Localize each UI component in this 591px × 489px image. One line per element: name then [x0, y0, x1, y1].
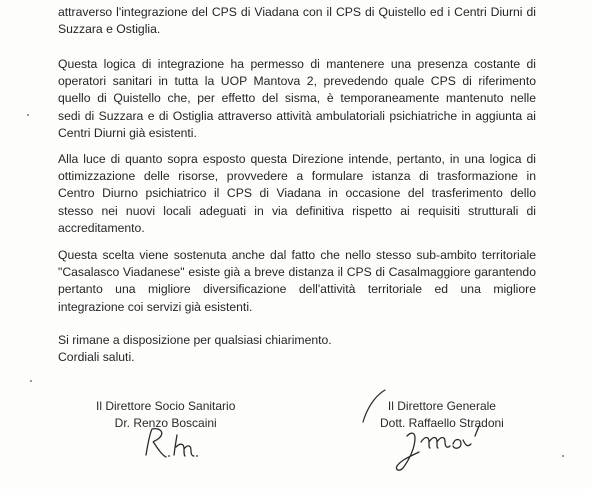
text-line: Questa scelta viene sostenuta anche dal fatto che nello stesso sub-ambito territoriale — [58, 248, 536, 262]
text-line: pertanto una migliore diversificazione dell'attività territoriale ed una migliore — [58, 282, 536, 297]
scan-speck — [562, 455, 564, 457]
signer-title: Il Direttore Generale — [387, 399, 496, 413]
paragraph-closing — [58, 332, 536, 366]
text-line: Alla luce di quanto sopra esposto questa Direzione intende, pertanto, in una logica di — [58, 152, 536, 166]
signer-name: Dott. Raffaello Stradoni — [380, 416, 504, 430]
text-line: integrazione coi servizi già esistenti. — [58, 299, 253, 314]
text-line: ottimizzazione delle risorse, provvedere a formulare istanza di trasformazione in — [58, 169, 536, 184]
signer-title: Il Direttore Socio Sanitario — [96, 399, 236, 413]
signature-block-left — [96, 398, 235, 432]
paragraph-integration-intro — [58, 4, 536, 38]
text-line: quello di Quistello che, per effetto del sisma, è temporaneamente mantenuto nelle — [58, 91, 536, 106]
scan-speck — [27, 114, 29, 116]
text-line: Centro Diurno psichiatrico il CPS di Viadana in occasione del trasferimento dello — [58, 186, 536, 201]
scan-speck — [30, 380, 32, 382]
text-line: Questa logica di integrazione ha permesso di mantenere una presenza costante di — [58, 57, 536, 71]
text-line: Centri Diurni già esistenti. — [58, 125, 197, 140]
text-line: operatori sanitari in tutta la UOP Mantova 2, prevedendo quale CPS di riferimento — [58, 74, 536, 89]
text-line: stesso nei nuovi locali adeguati in via definitiva rispetto ai requisiti strutturali di — [58, 203, 536, 218]
paragraph-direction-intent — [58, 151, 536, 237]
text-line: accreditamento. — [58, 220, 145, 235]
signature-block-right — [380, 398, 504, 432]
text-line: Si rimane a disposizione per qualsiasi chiarimento. — [58, 333, 332, 347]
text-line: sedi di Suzzara e di Ostiglia attraverso attività ambulatoriali psichiatriche in aggiunta ai — [58, 108, 536, 123]
text-line: Suzzara e Ostiglia. — [58, 22, 161, 37]
text-line: "Casalasco Viadanese" esiste già a breve distanza il CPS di Casalmaggiore garantendo — [58, 265, 536, 280]
text-line: attraverso l'integrazione del CPS di Viadana con il CPS di Quistello ed i Centri Diurni di — [58, 5, 536, 19]
signer-name: Dr. Renzo Boscaini — [114, 416, 217, 430]
text-line: Cordiali saluti. — [58, 350, 135, 365]
paragraph-integration-logic — [58, 56, 536, 142]
paragraph-choice-rationale — [58, 247, 536, 316]
